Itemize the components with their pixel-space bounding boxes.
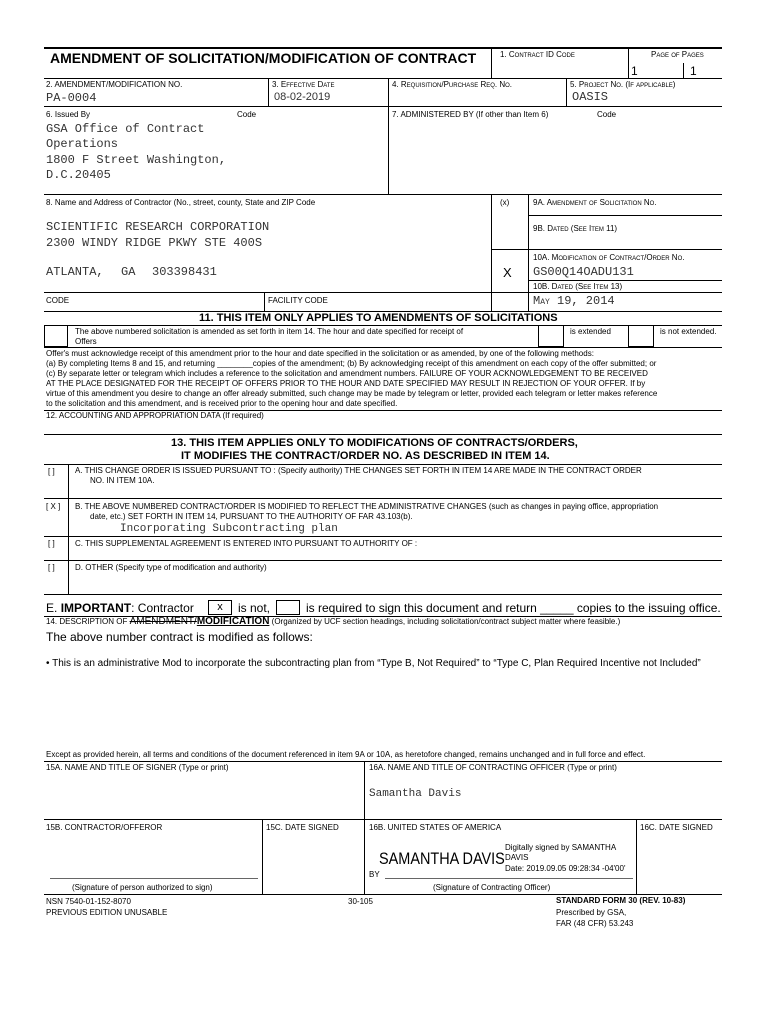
contractor-label-e: : Contractor: [131, 601, 194, 615]
signature-name: SAMANTHA DAVIS: [379, 849, 505, 868]
effective-date-value[interactable]: 08-02-2019: [274, 91, 331, 103]
contractor-line-1[interactable]: SCIENTIFIC RESEARCH CORPORATION: [46, 220, 270, 234]
code-label: CODE: [46, 296, 70, 305]
administered-code-label: Code: [597, 110, 617, 119]
by-label: BY: [369, 870, 380, 879]
important-label: IMPORTANT: [60, 601, 132, 615]
description-label-post: (Organized by UCF section headings, including solicitation/contract subject matter where feasible.): [271, 617, 621, 626]
issued-by-label: 6. Issued By: [46, 110, 91, 119]
description-label: [46, 617, 620, 627]
is-extended-checkbox[interactable]: [538, 325, 564, 347]
signer-name-label: 15A. NAME AND TITLE OF SIGNER (Type or print): [46, 763, 229, 772]
s13-c-text-1: C. THIS SUPPLEMENTAL AGREEMENT IS ENTERED INTO PURSUANT TO AUTHORITY OF :: [75, 539, 418, 548]
is-not-label: is not,: [238, 601, 271, 615]
modification-dated-label: 10B. Dated (See Item 13): [533, 282, 623, 291]
contractor-city[interactable]: ATLANTA,: [46, 265, 104, 279]
modification-no-value[interactable]: GS00Q14OADU131: [533, 265, 634, 279]
contractor-zip[interactable]: 303398431: [152, 265, 217, 279]
issued-by-line-1[interactable]: GSA Office of Contract: [46, 122, 205, 136]
s11-text-line-2: Offers: [75, 337, 97, 346]
s13-a-text-2: NO. IN ITEM 10A.: [90, 476, 155, 485]
solicitation-no-label: 9A. Amendment of Solicitation No.: [533, 198, 657, 207]
description-intro: The above number contract is modified as follows:: [46, 630, 313, 644]
s11-para-line-3: (c) By separate letter or telegram which includes a reference to the solicitation and amendment numbers. FAILURE OF YOUR ACKNOWLEDGEMENT TO BE RECEIVED: [46, 369, 648, 378]
section-13-title-1: 13. THIS ITEM APPLIES ONLY TO MODIFICATIONS OF CONTRACTS/ORDERS,: [171, 437, 578, 449]
contractor-label: 8. Name and Address of Contractor (No., street, county, State and ZIP Code: [46, 198, 316, 207]
nsn-label: NSN 7540-01-152-8070: [46, 897, 131, 906]
s13-d-text-1: D. OTHER (Specify type of modification and authority): [75, 563, 267, 572]
usa-label: 16B. UNITED STATES OF AMERICA: [369, 823, 502, 832]
s13-b-text-1: B. THE ABOVE NUMBERED CONTRACT/ORDER IS MODIFIED TO REFLECT THE ADMINISTRATIVE CHANGES (such as changes in paying office, appropriation: [75, 502, 659, 511]
contractor-date-label: 15C. DATE SIGNED: [266, 823, 339, 832]
s11-text-line-1: The above numbered solicitation is amended as set forth in item 14. The hour and date specified for receipt of: [75, 327, 464, 336]
section-11-title: 11. THIS ITEM ONLY APPLIES TO AMENDMENTS OF SOLICITATIONS: [199, 312, 558, 324]
s13-a-text-1: A. THIS CHANGE ORDER IS ISSUED PURSUANT TO : (Specify authority) THE CHANGES SET FORTH IN ITEM 14 ARE MADE IN THE CONTRACT ORDER: [75, 466, 642, 475]
description-strike: AMENDMENT/: [129, 616, 197, 627]
officer-date-label: 16C. DATE SIGNED: [640, 823, 713, 832]
is-extended-label: is extended: [570, 327, 611, 336]
contractor-offeror-label: 15B. CONTRACTOR/OFFEROR: [46, 823, 163, 832]
description-label-pre: 14. DESCRIPTION OF: [46, 617, 128, 626]
officer-name-value[interactable]: Samantha Davis: [369, 788, 462, 800]
is-required-label: is required to sign this document and return _____ copies to the issuing office.: [306, 601, 721, 615]
form-title: AMENDMENT OF SOLICITATION/MODIFICATION OF CONTRACT: [50, 50, 477, 66]
administered-by-label: 7. ADMINISTERED BY (If other than Item 6): [392, 110, 549, 119]
description-bullet: • This is an administrative Mod to incorporate the subcontracting plan from “Type B, Not Required” to “Type C, Plan Required Incentive not Included”: [46, 658, 701, 669]
s11-para-line-6: to the solicitation and this amendment, and is received prior to the opening hour and date specified.: [46, 399, 398, 408]
issued-by-line-4[interactable]: D.C.20405: [46, 168, 111, 182]
e-label: E.: [46, 601, 58, 615]
contract-id-label: 1. Contract ID Code: [500, 50, 575, 59]
s11-para-line-1: Offer's must acknowledge receipt of this amendment prior to the hour and date specified in the solicitation or as amended, by one of the following methods:: [46, 349, 594, 358]
facility-code-label: FACILITY CODE: [268, 296, 328, 305]
effective-date-label: 3. Effective Date: [272, 80, 335, 89]
is-not-checkbox[interactable]: [208, 600, 232, 615]
description-modification: MODIFICATION: [196, 616, 270, 627]
digital-sign-line-2: DAVIS: [505, 853, 529, 862]
section-13-title-2: IT MODIFIES THE CONTRACT/ORDER NO. AS DESCRIBED IN ITEM 14.: [181, 450, 550, 462]
officer-name-label: 16A. NAME AND TITLE OF CONTRACTING OFFICER (Type or print): [369, 763, 617, 772]
form-number: 30-105: [348, 897, 373, 906]
s13-d-checkbox[interactable]: [ ]: [48, 563, 55, 572]
project-no-label: 5. Project No. (If applicable): [570, 80, 676, 89]
solicitation-dated-label: 9B. Dated (See Item 11): [533, 224, 618, 233]
requisition-label: 4. Requisition/Purchase Req. No.: [392, 80, 513, 89]
s13-b-text-2: date, etc.) SET FORTH IN ITEM 14, PURSUANT TO THE AUTHORITY OF FAR 43.103(b).: [90, 512, 413, 521]
digital-sign-date: Date: 2019.09.05 09:28:34 -04'00': [505, 864, 626, 873]
s13-b-checkbox[interactable]: [ X ]: [46, 502, 61, 511]
s11-para-line-5: virtue of this amendment you desire to change an offer already submitted, such change may be made by telegram or letter, provided each telegram or letter makes reference: [46, 389, 658, 398]
s11-para-line-2: (a) By completing Items 8 and 15, and returning ________copies of the amendment; (b) By acknowledging receipt of this amendment on each copy of the offer submitted; or: [46, 359, 657, 368]
previous-edition-label: PREVIOUS EDITION UNUSABLE: [46, 908, 168, 917]
issued-by-line-3[interactable]: 1800 F Street Washington,: [46, 153, 227, 167]
s13-b-value[interactable]: Incorporating Subcontracting plan: [120, 523, 338, 535]
prescribed-label: Prescribed by GSA,: [556, 908, 627, 917]
is-required-checkbox[interactable]: [276, 600, 300, 615]
standard-form-label: STANDARD FORM 30 (REV. 10-83): [556, 896, 686, 905]
s11-checkbox[interactable]: [44, 325, 68, 347]
page-total: 1: [690, 64, 697, 78]
issued-by-line-2[interactable]: Operations: [46, 137, 119, 151]
not-extended-checkbox[interactable]: [628, 325, 654, 347]
s11-para-line-4: AT THE PLACE DESIGNATED FOR THE RECEIPT OF OFFERS PRIOR TO THE HOUR AND DATE SPECIFIED MAY RESULT IN REJECTION OF YOUR OFFER. If by: [46, 379, 646, 388]
signature-authorized-label: (Signature of person authorized to sign): [72, 883, 213, 892]
page-number: 1: [631, 64, 638, 78]
is-not-mark: x: [217, 601, 223, 613]
contractor-state[interactable]: GA: [121, 265, 136, 279]
s13-a-checkbox[interactable]: [ ]: [48, 467, 55, 476]
digital-sign-line-1: Digitally signed by SAMANTHA: [505, 843, 617, 852]
except-text: Except as provided herein, all terms and conditions of the document referenced in item 9A or 10A, as heretofore changed, remains unchanged and in full force and effect.: [46, 750, 646, 759]
issued-by-code-label: Code: [237, 110, 257, 119]
accounting-label: 12. ACCOUNTING AND APPROPRIATION DATA (If required): [46, 411, 264, 420]
contractor-line-2[interactable]: 2300 WINDY RIDGE PKWY STE 400S: [46, 236, 263, 250]
project-no-value[interactable]: OASIS: [572, 90, 609, 104]
page-of-pages-label: Page of Pages: [651, 50, 704, 59]
modification-no-label: 10A. Modification of Contract/Order No.: [533, 253, 685, 262]
amendment-no-label: 2. AMENDMENT/MODIFICATION NO.: [46, 80, 183, 89]
s13-c-checkbox[interactable]: [ ]: [48, 539, 55, 548]
important-line: [46, 601, 194, 615]
not-extended-label: is not extended.: [660, 327, 717, 336]
far-label: FAR (48 CFR) 53.243: [556, 919, 634, 928]
signature-officer-label: (Signature of Contracting Officer): [433, 883, 551, 892]
modification-check-mark[interactable]: X: [503, 265, 512, 280]
amendment-no-value[interactable]: PA-0004: [46, 91, 97, 105]
modification-dated-value[interactable]: May 19, 2014: [533, 294, 615, 308]
x-column-label: (x): [500, 198, 510, 207]
